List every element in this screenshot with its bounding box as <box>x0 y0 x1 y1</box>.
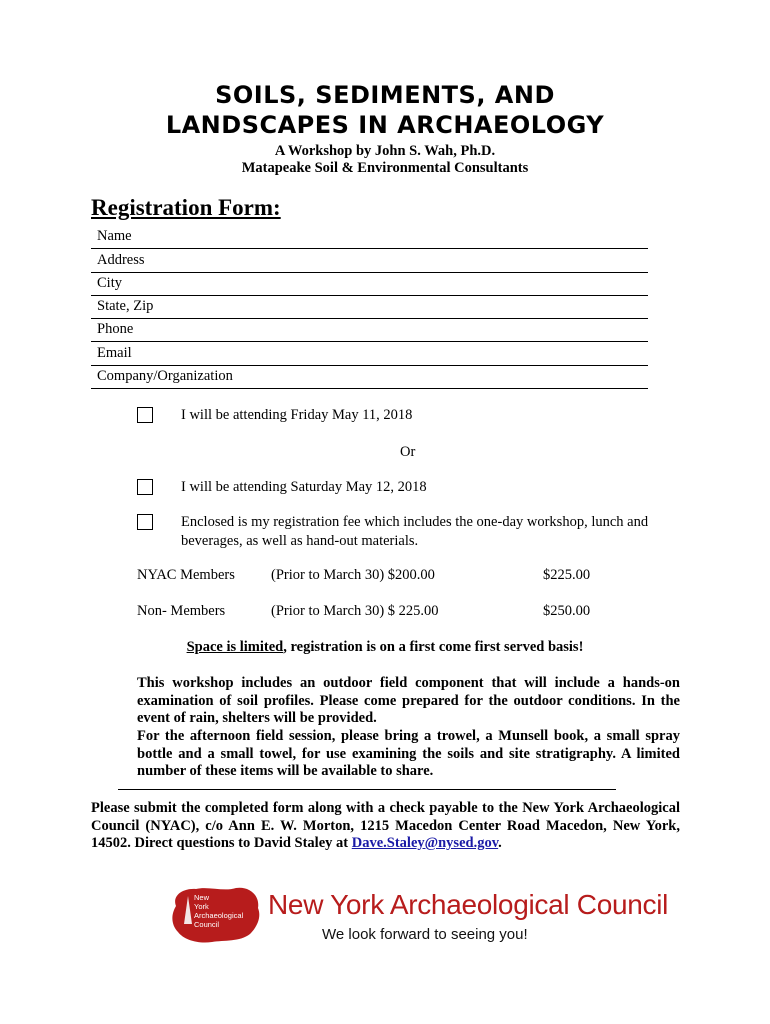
friday-option-label: I will be attending Friday May 11, 2018 <box>181 407 413 423</box>
space-notice-rest: , registration is on a first come first served basis! <box>283 639 584 655</box>
space-notice <box>0 639 770 656</box>
afternoon-session-paragraph: For the afternoon field session, please bring a trowel, a Munsell book, a small spray bottle and a small towel, for use examining the soils and site stratigraphy. A limited number of these items will be available to share. <box>137 728 680 779</box>
address-field[interactable] <box>91 248 648 272</box>
city-field[interactable] <box>91 272 648 296</box>
contact-email-link[interactable]: Dave.Staley@nysed.gov <box>351 835 499 851</box>
or-separator: Or <box>400 444 416 460</box>
nonmembers-label: Non- Members <box>137 603 226 619</box>
members-label: NYAC Members <box>137 567 235 583</box>
submit-text: Please submit the completed form along with a check payable to the New York Archaeological Council (NYAC), c/o Ann E. W. Morton, 1215 Macedon Center Road Macedon, New York, 14502. Direct questions to David Staley at <box>91 800 680 851</box>
logo-text-3: Archaeological <box>194 911 244 920</box>
state-zip-field[interactable] <box>91 295 648 319</box>
space-limited-text: Space is limited <box>186 639 284 655</box>
org-name: New York Archaeological Council <box>268 889 669 920</box>
phone-label: Phone <box>97 321 134 338</box>
email-field[interactable] <box>91 342 648 366</box>
submit-instructions <box>91 800 680 853</box>
name-field[interactable] <box>91 225 648 249</box>
byline: A Workshop by John S. Wah, Ph.D. <box>274 143 496 159</box>
submit-end: . <box>498 835 502 851</box>
members-early-price: (Prior to March 30) $200.00 <box>271 567 435 583</box>
fee-checkbox[interactable] <box>137 514 153 530</box>
address-label: Address <box>97 251 145 268</box>
nonmembers-early-price: (Prior to March 30) $ 225.00 <box>271 603 439 619</box>
saturday-option-label: I will be attending Saturday May 12, 2018 <box>181 479 427 495</box>
friday-checkbox[interactable] <box>137 407 153 423</box>
nonmembers-late-price: $250.00 <box>543 603 591 619</box>
divider-line <box>118 789 616 790</box>
saturday-checkbox[interactable] <box>137 479 153 495</box>
email-label: Email <box>97 344 132 361</box>
fee-option-label: Enclosed is my registration fee which includes the one-day workshop, lunch and beverages, as well as hand-out materials. <box>181 514 649 549</box>
company-organization-label: Company/Organization <box>97 368 233 385</box>
company-organization-field[interactable] <box>91 365 648 389</box>
company-name: Matapeake Soil & Environmental Consultants <box>241 160 529 176</box>
logo-text-1: New <box>194 893 210 902</box>
members-late-price: $225.00 <box>543 567 591 583</box>
city-label: City <box>97 274 122 291</box>
state-zip-label: State, Zip <box>97 298 154 315</box>
logo-text-2: York <box>194 902 209 911</box>
tagline: We look forward to seeing you! <box>322 926 528 943</box>
title-line-2: LANDSCAPES IN ARCHAEOLOGY <box>165 111 605 139</box>
nyac-logo <box>168 884 264 944</box>
phone-field[interactable] <box>91 318 648 342</box>
field-component-paragraph: This workshop includes an outdoor field component that will include a hands-on examination of soil profiles. Please come prepared for the outdoor conditions. In the event of rain, shelters will be provided. <box>137 675 680 726</box>
registration-heading: Registration Form: <box>91 195 281 220</box>
logo-text-4: Council <box>194 920 220 929</box>
title-line-1: SOILS, SEDIMENTS, AND <box>215 81 555 109</box>
name-label: Name <box>97 228 132 245</box>
